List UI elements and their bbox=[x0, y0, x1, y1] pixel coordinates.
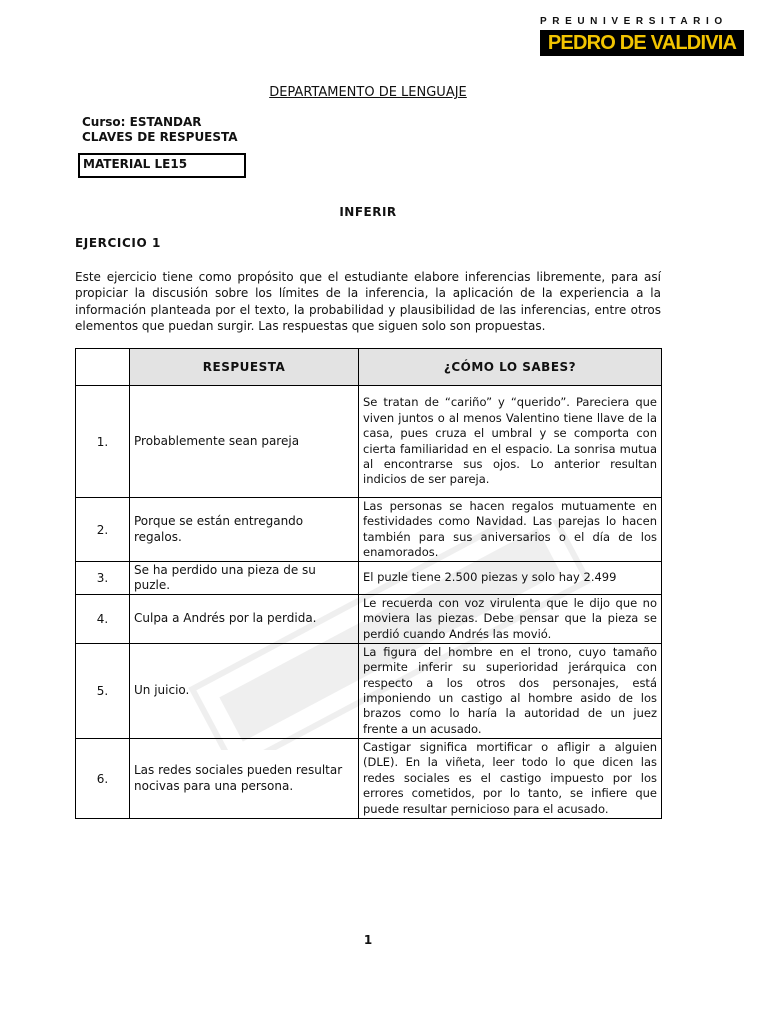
row-respuesta: Las redes sociales pueden resultar nocivas para una persona. bbox=[130, 739, 359, 819]
row-number: 6. bbox=[76, 739, 130, 819]
row-justificacion: Le recuerda con voz virulenta que le dijo que no moviera las piezas. Debe pensar que la pieza se perdió cuando Andrés las movió. bbox=[359, 595, 662, 644]
course-label: Curso: ESTANDAR bbox=[82, 115, 202, 129]
table-row bbox=[76, 595, 662, 644]
table-row bbox=[76, 644, 662, 739]
header-number bbox=[76, 349, 130, 386]
department-title: DEPARTAMENTO DE LENGUAJE bbox=[269, 85, 467, 100]
table-header-row bbox=[76, 349, 662, 386]
row-respuesta: Se ha perdido una pieza de su puzle. bbox=[130, 562, 359, 595]
answer-keys-label: CLAVES DE RESPUESTA bbox=[82, 130, 238, 144]
exercise-title: EJERCICIO 1 bbox=[75, 236, 161, 250]
row-number: 3. bbox=[76, 562, 130, 595]
row-number: 4. bbox=[76, 595, 130, 644]
row-justificacion: Castigar significa mortificar o afligir a alguien (DLE). En la viñeta, leer todo lo que dicen las redes sociales es el castigo impuesto por los errores cometidos, por lo tanto, se infiere que puede resultar pernicioso para el acusado. bbox=[359, 739, 662, 819]
section-title: INFERIR bbox=[339, 205, 397, 219]
logo-brand-text: PEDRO DE VALDIVIA bbox=[540, 30, 744, 56]
course-info bbox=[82, 115, 238, 145]
header-respuesta: RESPUESTA bbox=[130, 349, 359, 386]
row-justificacion: Se tratan de “cariño” y “querido”. Pareciera que viven juntos o al menos Valentino tiene llave de la casa, pues cruza el umbral y se comporta con cierta familiaridad en el espacio. La sonrisa mutua al encontrarse sus ojos. Lo anterior resultan indicios de ser pareja. bbox=[359, 386, 662, 498]
row-number: 5. bbox=[76, 644, 130, 739]
table-row bbox=[76, 498, 662, 562]
brand-logo bbox=[540, 16, 744, 56]
row-respuesta: Culpa a Andrés por la perdida. bbox=[130, 595, 359, 644]
row-justificacion: El puzle tiene 2.500 piezas y solo hay 2.499 bbox=[359, 562, 662, 595]
row-number: 2. bbox=[76, 498, 130, 562]
row-respuesta: Probablemente sean pareja bbox=[130, 386, 359, 498]
row-number: 1. bbox=[76, 386, 130, 498]
material-box: MATERIAL LE15 bbox=[78, 153, 246, 178]
row-respuesta: Porque se están entregando regalos. bbox=[130, 498, 359, 562]
logo-top-text: PREUNIVERSITARIO bbox=[540, 16, 728, 27]
answers-table bbox=[75, 348, 662, 819]
table-row bbox=[76, 739, 662, 819]
row-justificacion: La figura del hombre en el trono, cuyo tamaño permite inferir su superioridad jerárquica con respecto a los otros dos personajes, está imponiendo un castigo al hombre asido de los brazos como lo haría la autoridad de un juez frente a un acusado. bbox=[359, 644, 662, 739]
row-justificacion: Las personas se hacen regalos mutuamente en festividades como Navidad. Las parejas lo hacen también para sus aniversarios o el día de los enamorados. bbox=[359, 498, 662, 562]
header-como-lo-sabes: ¿CÓMO LO SABES? bbox=[359, 349, 662, 386]
table-row bbox=[76, 386, 662, 498]
intro-paragraph: Este ejercicio tiene como propósito que el estudiante elabore inferencias libremente, para así propiciar la discusión sobre los límites de la inferencia, la aplicación de la experiencia a la información planteada por el texto, la probabilidad y plausibilidad de las inferencias, entre otros elementos que puedan surgir. Las respuestas que siguen solo son propuestas. bbox=[75, 270, 661, 333]
row-respuesta: Un juicio. bbox=[130, 644, 359, 739]
table-row bbox=[76, 562, 662, 595]
page-number: 1 bbox=[363, 933, 373, 947]
